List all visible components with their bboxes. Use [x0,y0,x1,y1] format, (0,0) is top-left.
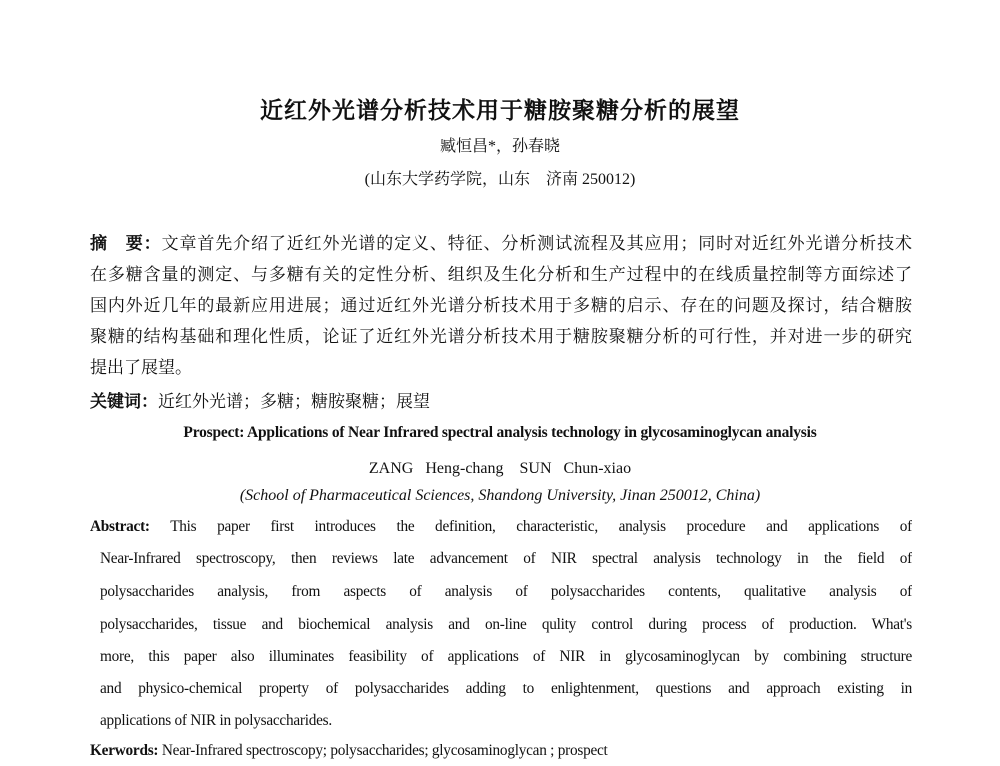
keywords-en [90,742,912,766]
affiliation-en: (School of Pharmaceutical Sciences, Shandong University, Jinan 250012, China) [239,487,761,504]
abstract-cn-line [90,229,912,253]
abstract-label-cn: 摘 要： [90,234,162,253]
authors-cn: 臧恒昌*，孙春晓 [439,138,560,155]
abstract-cn-line: 在多糖含量的测定、与多糖有关的定性分析、组织及生化分析和生产过程中的在线质量控制等方面综述了 [90,265,912,284]
abstract-cn-text: 文章首先介绍了近红外光谱的定义、特征、分析测试流程及其应用；同时对近红外光谱分析技术 [161,234,912,253]
abstract-cn-line: 聚糖的结构基础和理化性质，论证了近红外光谱分析技术用于糖胺聚糖分析的可行性，并对进一步的研究 [90,327,912,346]
keywords-cn [90,387,912,411]
abstract-label-en: Abstract: [90,518,150,535]
keywords-label-en: Kerwords: [90,742,159,759]
abstract-cn-line: 国内外近几年的最新应用进展；通过近红外光谱分析技术用于多糖的启示、存在的问题及探讨，结合糖胺 [90,296,912,315]
abstract-en-line: more, this paper also illuminates feasibility of applications of NIR in glycosaminoglycan by combining structure [100,648,912,665]
paper-title-en: Prospect: Applications of Near Infrared spectral analysis technology in glycosaminoglycan analysis [183,424,817,441]
abstract-en-line: Near-Infrared spectroscopy, then reviews late advancement of NIR spectral analysis technology in the field of [100,550,912,567]
paper-title-cn: 近红外光谱分析技术用于糖胺聚糖分析的展望 [260,98,740,123]
keywords-label-cn: 关键词： [90,392,158,411]
abstract-en-line: applications of NIR in polysaccharides. [100,712,332,729]
keywords-cn-text: 近红外光谱；多糖；糖胺聚糖；展望 [158,392,430,411]
affiliation-cn: (山东大学药学院，山东 济南 250012) [364,171,636,188]
abstract-en-line: and physico-chemical property of polysaccharides adding to enlightenment, questions and approach existing in [100,680,912,697]
abstract-en-text: This paper first introduces the definition, characteristic, analysis procedure and applications of [170,518,912,535]
abstract-en-line [90,518,912,542]
abstract-en-line: polysaccharides analysis, from aspects of analysis of polysaccharides contents, qualitative analysis of [100,583,912,600]
authors-en: ZANG Heng-chang SUN Chun-xiao [368,460,632,477]
keywords-en-text: Near-Infrared spectroscopy; polysaccharides; glycosaminoglycan ; prospect [161,742,608,759]
abstract-cn-line: 提出了展望。 [90,358,192,377]
abstract-en-line: polysaccharides, tissue and biochemical analysis and on-line qulity control during process of production. What's [100,616,912,633]
